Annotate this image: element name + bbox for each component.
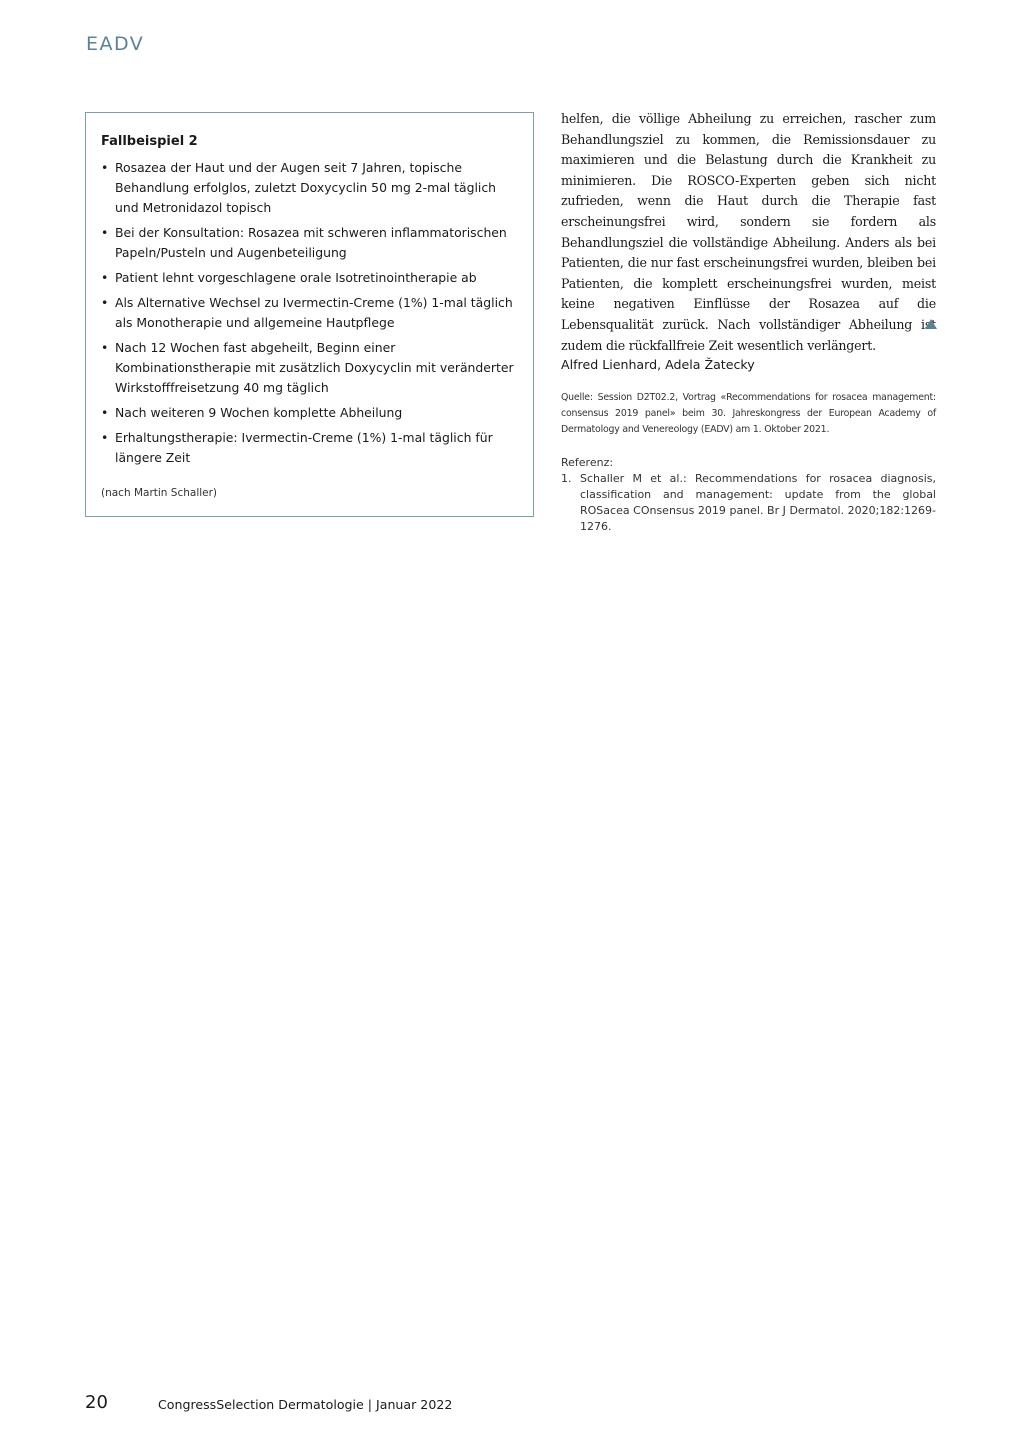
bullet-glyph: •	[101, 225, 109, 240]
reference-number: 1.	[561, 472, 572, 485]
references-heading: Referenz:	[561, 456, 614, 469]
case-study-item	[101, 428, 521, 468]
case-study-item-text: Nach weiteren 9 Wochen komplette Abheilung	[115, 405, 403, 420]
reference-text: Schaller M et al.: Recommendations for rosacea diagnosis, classification and management: update from the global ROSacea COnsensus 2019 panel. Br J Dermatol. 2020;182:1269-1276.	[580, 472, 936, 533]
case-study-item-text: Erhaltungstherapie: Ivermectin-Creme (1%) 1-mal täglich für längere Zeit	[115, 430, 493, 465]
article-body: helfen, die völlige Abheilung zu erreichen, rascher zum Behandlungsziel zu kommen, die Remissionsdauer zu maximieren und die Belastung durch die Krankheit zu minimieren. Die ROSCO-Experten geben sich nicht zufrieden, wenn die Haut durch die Therapie fast erscheinungsfrei wird, sondern sie fordern als Behandlungsziel die vollständige Abheilung. Anders als bei Patienten, die nur fast erscheinungsfrei wurden, bleiben bei Patienten, die komplett erscheinungsfrei wurden, meist keine negativen Einflüsse der Rosazea auf die Lebensqualität zurück. Nach vollständiger Abheilung ist zudem die rückfallfreie Zeit wesentlich verlängert.	[561, 111, 936, 353]
bullet-glyph: •	[101, 160, 109, 175]
case-study-item	[101, 158, 521, 218]
case-study-item	[101, 403, 521, 423]
section-header: EADV	[86, 33, 145, 55]
publication-footer: CongressSelection Dermatologie | Januar 2022	[158, 1397, 453, 1412]
case-study-item	[101, 223, 521, 263]
case-study-note: (nach Martin Schaller)	[101, 487, 218, 499]
case-study-item-text: Nach 12 Wochen fast abgeheilt, Beginn einer Kombinationstherapie mit zusätzlich Doxycyclin mit veränderter Wirkstofffreisetzung 40 mg täglich	[115, 340, 514, 395]
bullet-glyph: •	[101, 270, 109, 285]
case-study-item-text: Als Alternative Wechsel zu Ivermectin-Creme (1%) 1-mal täglich als Monotherapie und allgemeine Hautpflege	[115, 295, 513, 330]
triangle-end-icon	[925, 319, 937, 329]
case-study-item-text: Bei der Konsultation: Rosazea mit schweren inflammatorischen Papeln/Pusteln und Augenbeteiligung	[115, 225, 507, 260]
references-list	[561, 471, 936, 535]
case-study-item	[101, 293, 521, 333]
case-study-item-text: Rosazea der Haut und der Augen seit 7 Jahren, topische Behandlung erfolglos, zuletzt Doxycyclin 50 mg 2-mal täglich und Metronidazol topisch	[115, 160, 497, 215]
case-study-item-text: Patient lehnt vorgeschlagene orale Isotretinointherapie ab	[115, 270, 477, 285]
reference-item	[561, 471, 936, 535]
bullet-glyph: •	[101, 295, 109, 310]
bullet-glyph: •	[101, 405, 109, 420]
case-study-title: Fallbeispiel 2	[101, 134, 198, 149]
article-authors: Alfred Lienhard, Adela Žatecky	[561, 357, 755, 372]
page-number: 20	[85, 1392, 108, 1413]
case-study-box	[85, 112, 534, 517]
bullet-glyph: •	[101, 340, 109, 355]
case-study-list	[101, 158, 521, 473]
case-study-item	[101, 338, 521, 398]
source-note: Quelle: Session D2T02.2, Vortrag «Recommendations for rosacea management: consensus 2019 panel» beim 30. Jahreskongress der European Academy of Dermatology and Venereology (EADV) am 1. Oktober 2021.	[561, 392, 936, 435]
case-study-item	[101, 268, 521, 288]
bullet-glyph: •	[101, 430, 109, 445]
